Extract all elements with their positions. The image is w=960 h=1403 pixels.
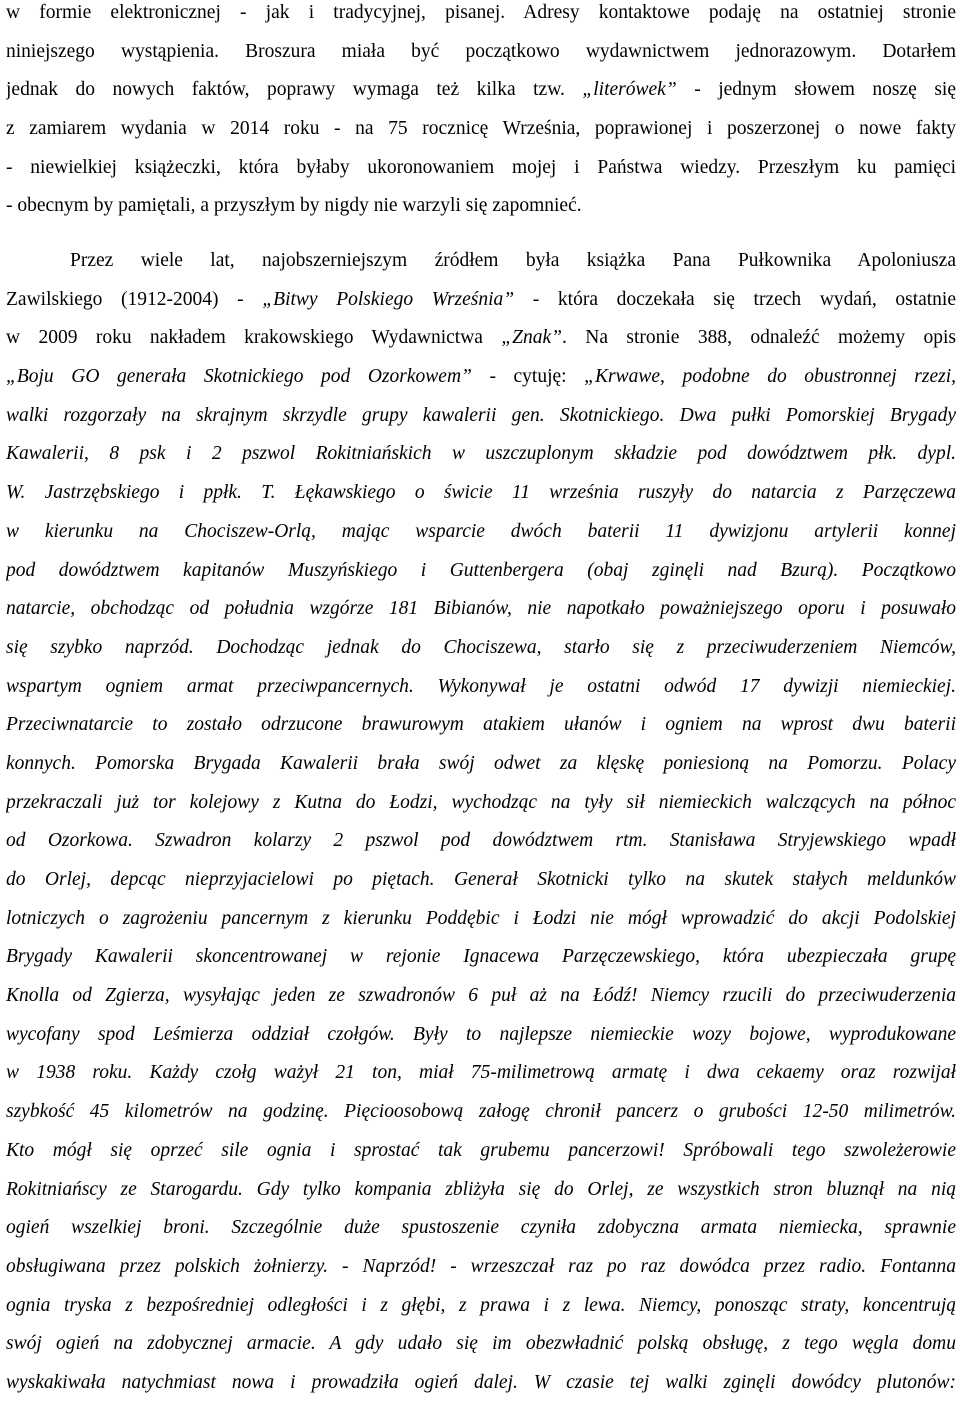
text-line: Rokitniańscy ze Starogardu. Gdy tylko kompania zbliżyła się do Orlej, ze wszystkich stron bluznął na nią	[6, 1178, 956, 1200]
text-line: Zawilskiego (1912-2004) - „Bitwy Polskiego Września” - która doczekała się trzech wydań, ostatnie	[6, 288, 956, 310]
text-line: w 1938 roku. Każdy czołg ważył 21 ton, miał 75-milimetrową armatę i dwa cekaemy oraz rozwijał	[6, 1062, 956, 1084]
text-line: wycofany spod Leśmierza oddział czołgów. Były to najlepsze niemieckie wozy bojowe, wyprodukowane	[6, 1023, 956, 1045]
text-line: się szybko naprzód. Dochodząc jednak do Chociszewa, starło się z przeciwuderzeniem Niemców,	[6, 636, 956, 658]
text-line: swój ogień na zdobycznej armacie. A gdy udało się im obezwładnić polską obsługę, z tego węgla domu	[6, 1333, 956, 1355]
text-line: wyskakiwała natychmiast nowa i prowadziła ogień dalej. W czasie tej walki zginęli dowódcy plutonów:	[6, 1371, 956, 1393]
text-line: Kto mógł się oprzeć sile ognia i sprostać tak grubemu pancerzowi! Spróbowali tego szwoleżerowie	[6, 1139, 956, 1161]
paragraph-2	[6, 242, 956, 1403]
text-line: z zamiarem wydania w 2014 roku - na 75 rocznicę Września, poprawionej i poszerzonej o nowe fakty	[6, 118, 956, 140]
text-line: do Orlej, depcąc nieprzyjacielowi po piętach. Generał Skotnicki tylko na skutek stałych meldunków	[6, 869, 956, 890]
text-line: w formie elektronicznej - jak i tradycyjnej, pisanej. Adresy kontaktowe podaję na ostatniej stronie	[6, 2, 956, 23]
text-line: Brygady Kawalerii skoncentrowanej w rejonie Ignacewa Parzęczewskiego, która ubezpieczała grupę	[6, 946, 956, 968]
text-line: pod dowództwem kapitanów Muszyńskiego i Guttenbergera (obaj zginęli nad Bzurą). Początkowo	[6, 559, 956, 581]
text-line: obsługiwana przez polskich żołnierzy. - Naprzód! - wrzeszczał raz po raz dowódca przez radio. Fontanna	[6, 1255, 956, 1277]
text-line: przekraczali już tor kolejowy z Kutna do Łodzi, wychodząc na tyły sił niemieckich walczących na północ	[6, 791, 956, 813]
text-line: - niewielkiej książeczki, która byłaby ukoronowaniem mojej i Państwa wiedzy. Przeszłym ku pamięci	[6, 156, 956, 178]
text-line: w 2009 roku nakładem krakowskiego Wydawnictwa „Znak”. Na stronie 388, odnaleźć możemy opis	[6, 327, 956, 349]
text-line: „Boju GO generała Skotnickiego pod Ozorkowem” - cytuję: „Krwawe, podobne do obustronnej rzezi,	[6, 366, 956, 388]
text-line: - obecnym by pamiętali, a przyszłym by nigdy nie warzyli się zapomnieć.	[6, 195, 582, 217]
text-line: szybkość 45 kilometrów na godzinę. Pięcioosobową załogę chronił pancerz o grubości 12-50 milimetrów.	[6, 1101, 956, 1123]
text-line: ogień wszelkiej broni. Szczególnie duże spustoszenie czyniła zdobyczna armata niemiecka, sprawnie	[6, 1217, 956, 1239]
text-line: walki rozgorzały na skrajnym skrzydle grupy kawalerii gen. Skotnickiego. Dwa pułki Pomorskiej Brygady	[6, 404, 956, 426]
text-line: w kierunku na Chociszew-Orlą, mając wsparcie dwóch baterii 11 dywizjonu artylerii konnej	[6, 520, 956, 542]
text-line: W. Jastrzębskiego i ppłk. T. Łękawskiego o świcie 11 września ruszyły do natarcia z Parzęczewa	[6, 482, 956, 504]
text-line: lotniczych o zagrożeniu pancernym z kierunku Poddębic i Łodzi nie mógł wprowadzić do akcji Podolskiej	[6, 907, 956, 929]
text-line: Knolla od Zgierza, wysyłając jeden ze szwadronów 6 puł aż na Łódź! Niemcy rzucili do przeciwuderzenia	[6, 985, 956, 1007]
text-line: natarcie, obchodząc od południa wzgórze 181 Bibianów, nie napotkało poważniejszego oporu i posuwało	[6, 598, 956, 620]
text-line: jednak do nowych faktów, poprawy wymaga też kilka tzw. „literówek” - jednym słowem noszę się	[6, 79, 956, 101]
text-line: konnych. Pomorska Brygada Kawalerii brała swój odwet za klęskę poniesioną na Pomorzu. Polacy	[6, 752, 956, 774]
text-line: od Ozorkowa. Szwadron kolarzy 2 pszwol pod dowództwem rtm. Stanisława Stryjewskiego wpadł	[6, 830, 956, 852]
text-line: Przez wiele lat, najobszerniejszym źródłem była książka Pana Pułkownika Apoloniusza	[70, 250, 956, 271]
text-line: niniejszego wystąpienia. Broszura miała być początkowo wydawnictwem jednorazowym. Dotarłem	[6, 40, 956, 62]
text-line: ognia tryska z bezpośredniej odległości i z głębi, z prawa i z lewa. Niemcy, ponosząc straty, koncentrują	[6, 1294, 956, 1316]
text-line: wspartym ogniem armat przeciwpancernych. Wykonywał je ostatni odwód 17 dywizji niemieckiej.	[6, 675, 956, 697]
text-line: Kawalerii, 8 psk i 2 pszwol Rokitniańskich w uszczuplonym składzie pod dowództwem płk. dypl.	[6, 443, 956, 465]
paragraph-1	[6, 0, 956, 226]
text-line: Przeciwnatarcie to zostało odrzucone brawurowym atakiem ułanów i ogniem na wprost dwu baterii	[6, 714, 956, 736]
